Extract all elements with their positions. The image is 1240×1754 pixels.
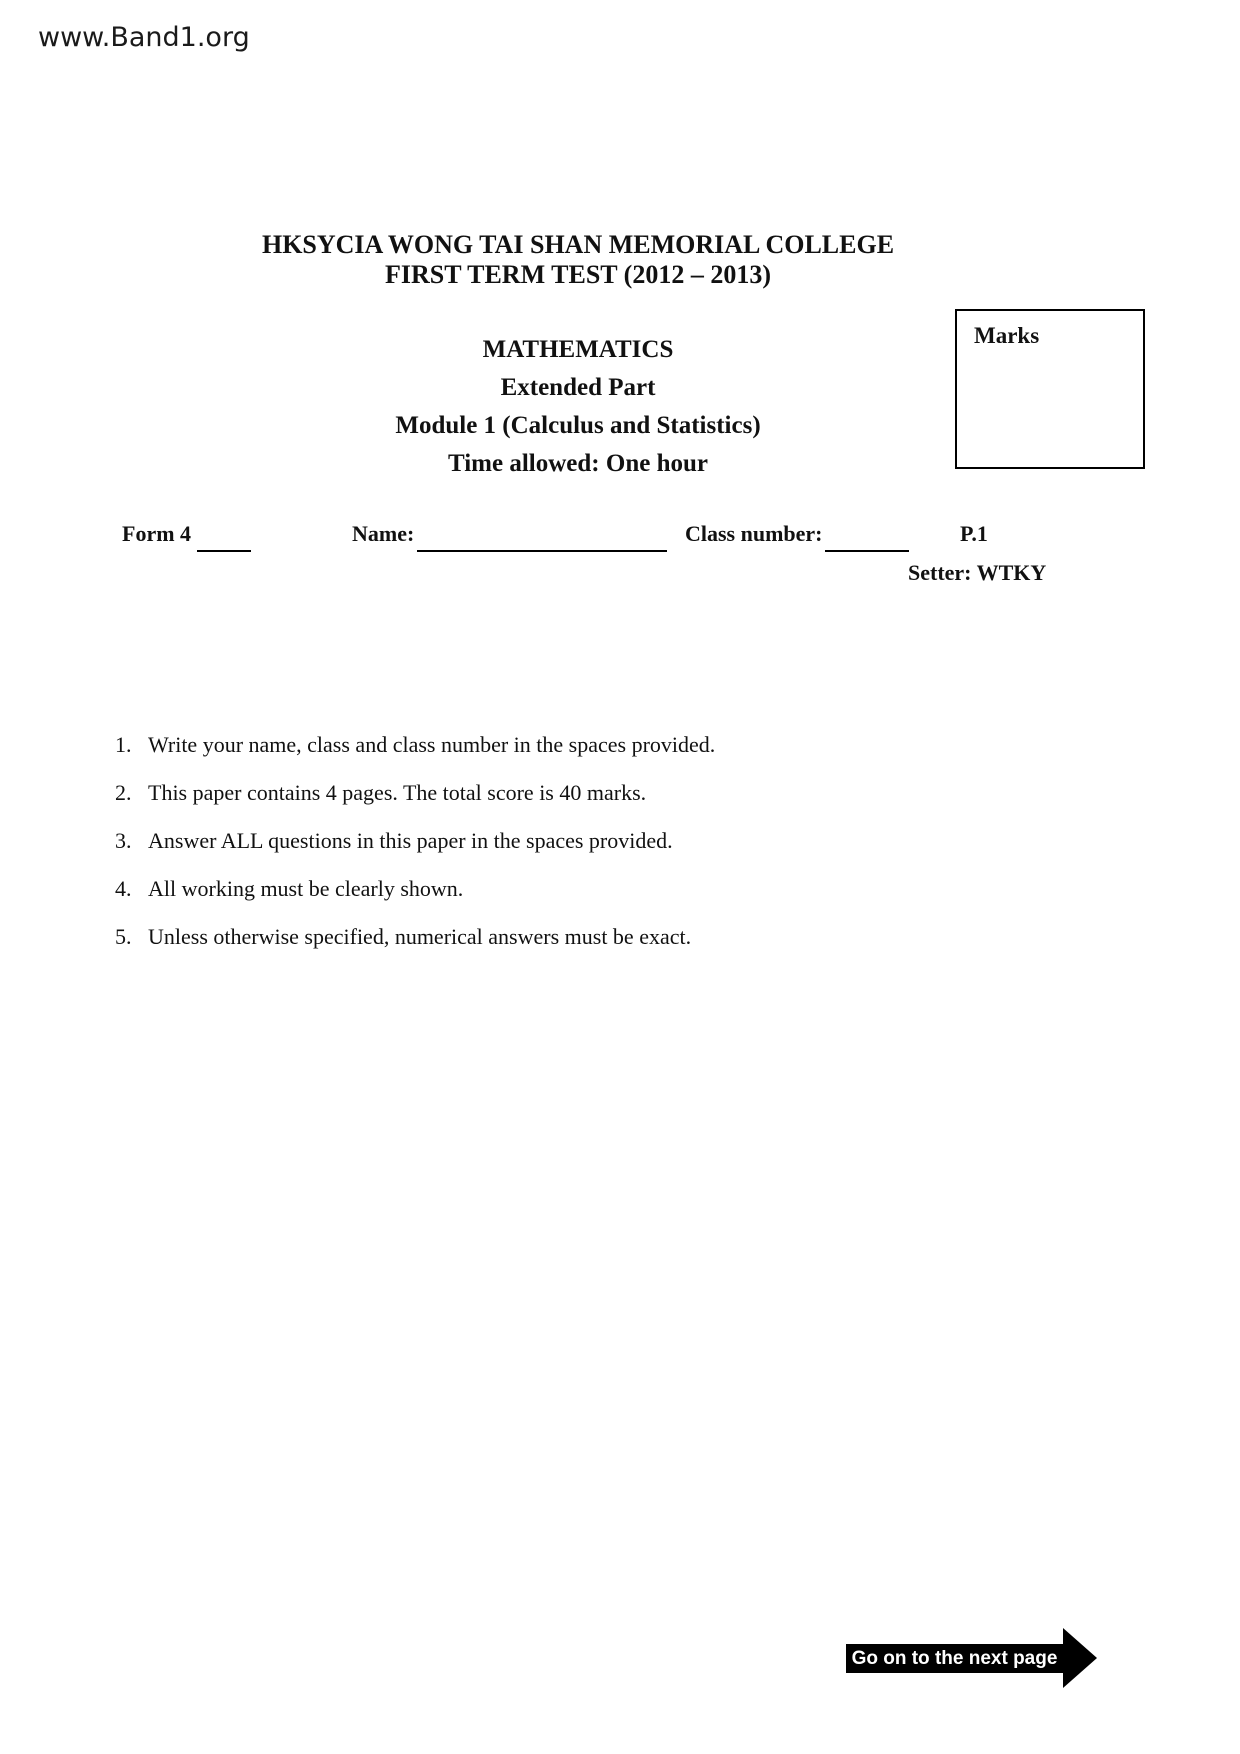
subject-part: Extended Part [500, 374, 656, 401]
instruction-item [115, 923, 975, 951]
instruction-text: All working must be clearly shown. [148, 876, 464, 901]
class-number-label: Class number: [685, 521, 823, 546]
watermark: www.Band1.org [38, 22, 250, 53]
instruction-item [115, 827, 975, 855]
name-label: Name: [352, 521, 415, 546]
school-name: HKSYCIA WONG TAI SHAN MEMORIAL COLLEGE [261, 230, 895, 259]
form-label: Form 4 [122, 521, 192, 546]
instruction-text: Unless otherwise specified, numerical answers must be exact. [148, 924, 692, 949]
time-allowed: Time allowed: One hour [448, 450, 708, 477]
name-blank-line [417, 521, 667, 552]
instruction-item [115, 875, 975, 903]
subject-module: Module 1 (Calculus and Statistics) [395, 412, 761, 439]
instruction-number: 4. [115, 876, 132, 901]
page-number: P.1 [960, 521, 988, 546]
arrow-head-icon [1063, 1628, 1097, 1688]
instruction-text: This paper contains 4 pages. The total score is 40 marks. [148, 780, 647, 805]
instruction-item [115, 779, 975, 807]
marks-box [955, 309, 1145, 469]
instruction-number: 3. [115, 828, 132, 853]
instruction-number: 1. [115, 732, 132, 757]
next-page-arrow [846, 1628, 1096, 1688]
instructions-list [115, 731, 975, 971]
setter: Setter: WTKY [908, 560, 1047, 585]
instruction-item [115, 731, 975, 759]
next-page-label: Go on to the next page [851, 1647, 1058, 1669]
instruction-text: Answer ALL questions in this paper in the spaces provided. [148, 828, 673, 853]
instruction-text: Write your name, class and class number in the spaces provided. [148, 732, 716, 757]
exam-header [0, 230, 1156, 290]
instruction-number: 5. [115, 924, 132, 949]
subject-name: MATHEMATICS [482, 336, 674, 363]
marks-label: Marks [974, 323, 1040, 348]
next-page-arrow-bar [846, 1644, 1063, 1673]
form-blank-line [197, 521, 251, 552]
instruction-number: 2. [115, 780, 132, 805]
exam-title: FIRST TERM TEST (2012 – 2013) [384, 260, 771, 289]
class-number-blank-line [825, 521, 909, 552]
